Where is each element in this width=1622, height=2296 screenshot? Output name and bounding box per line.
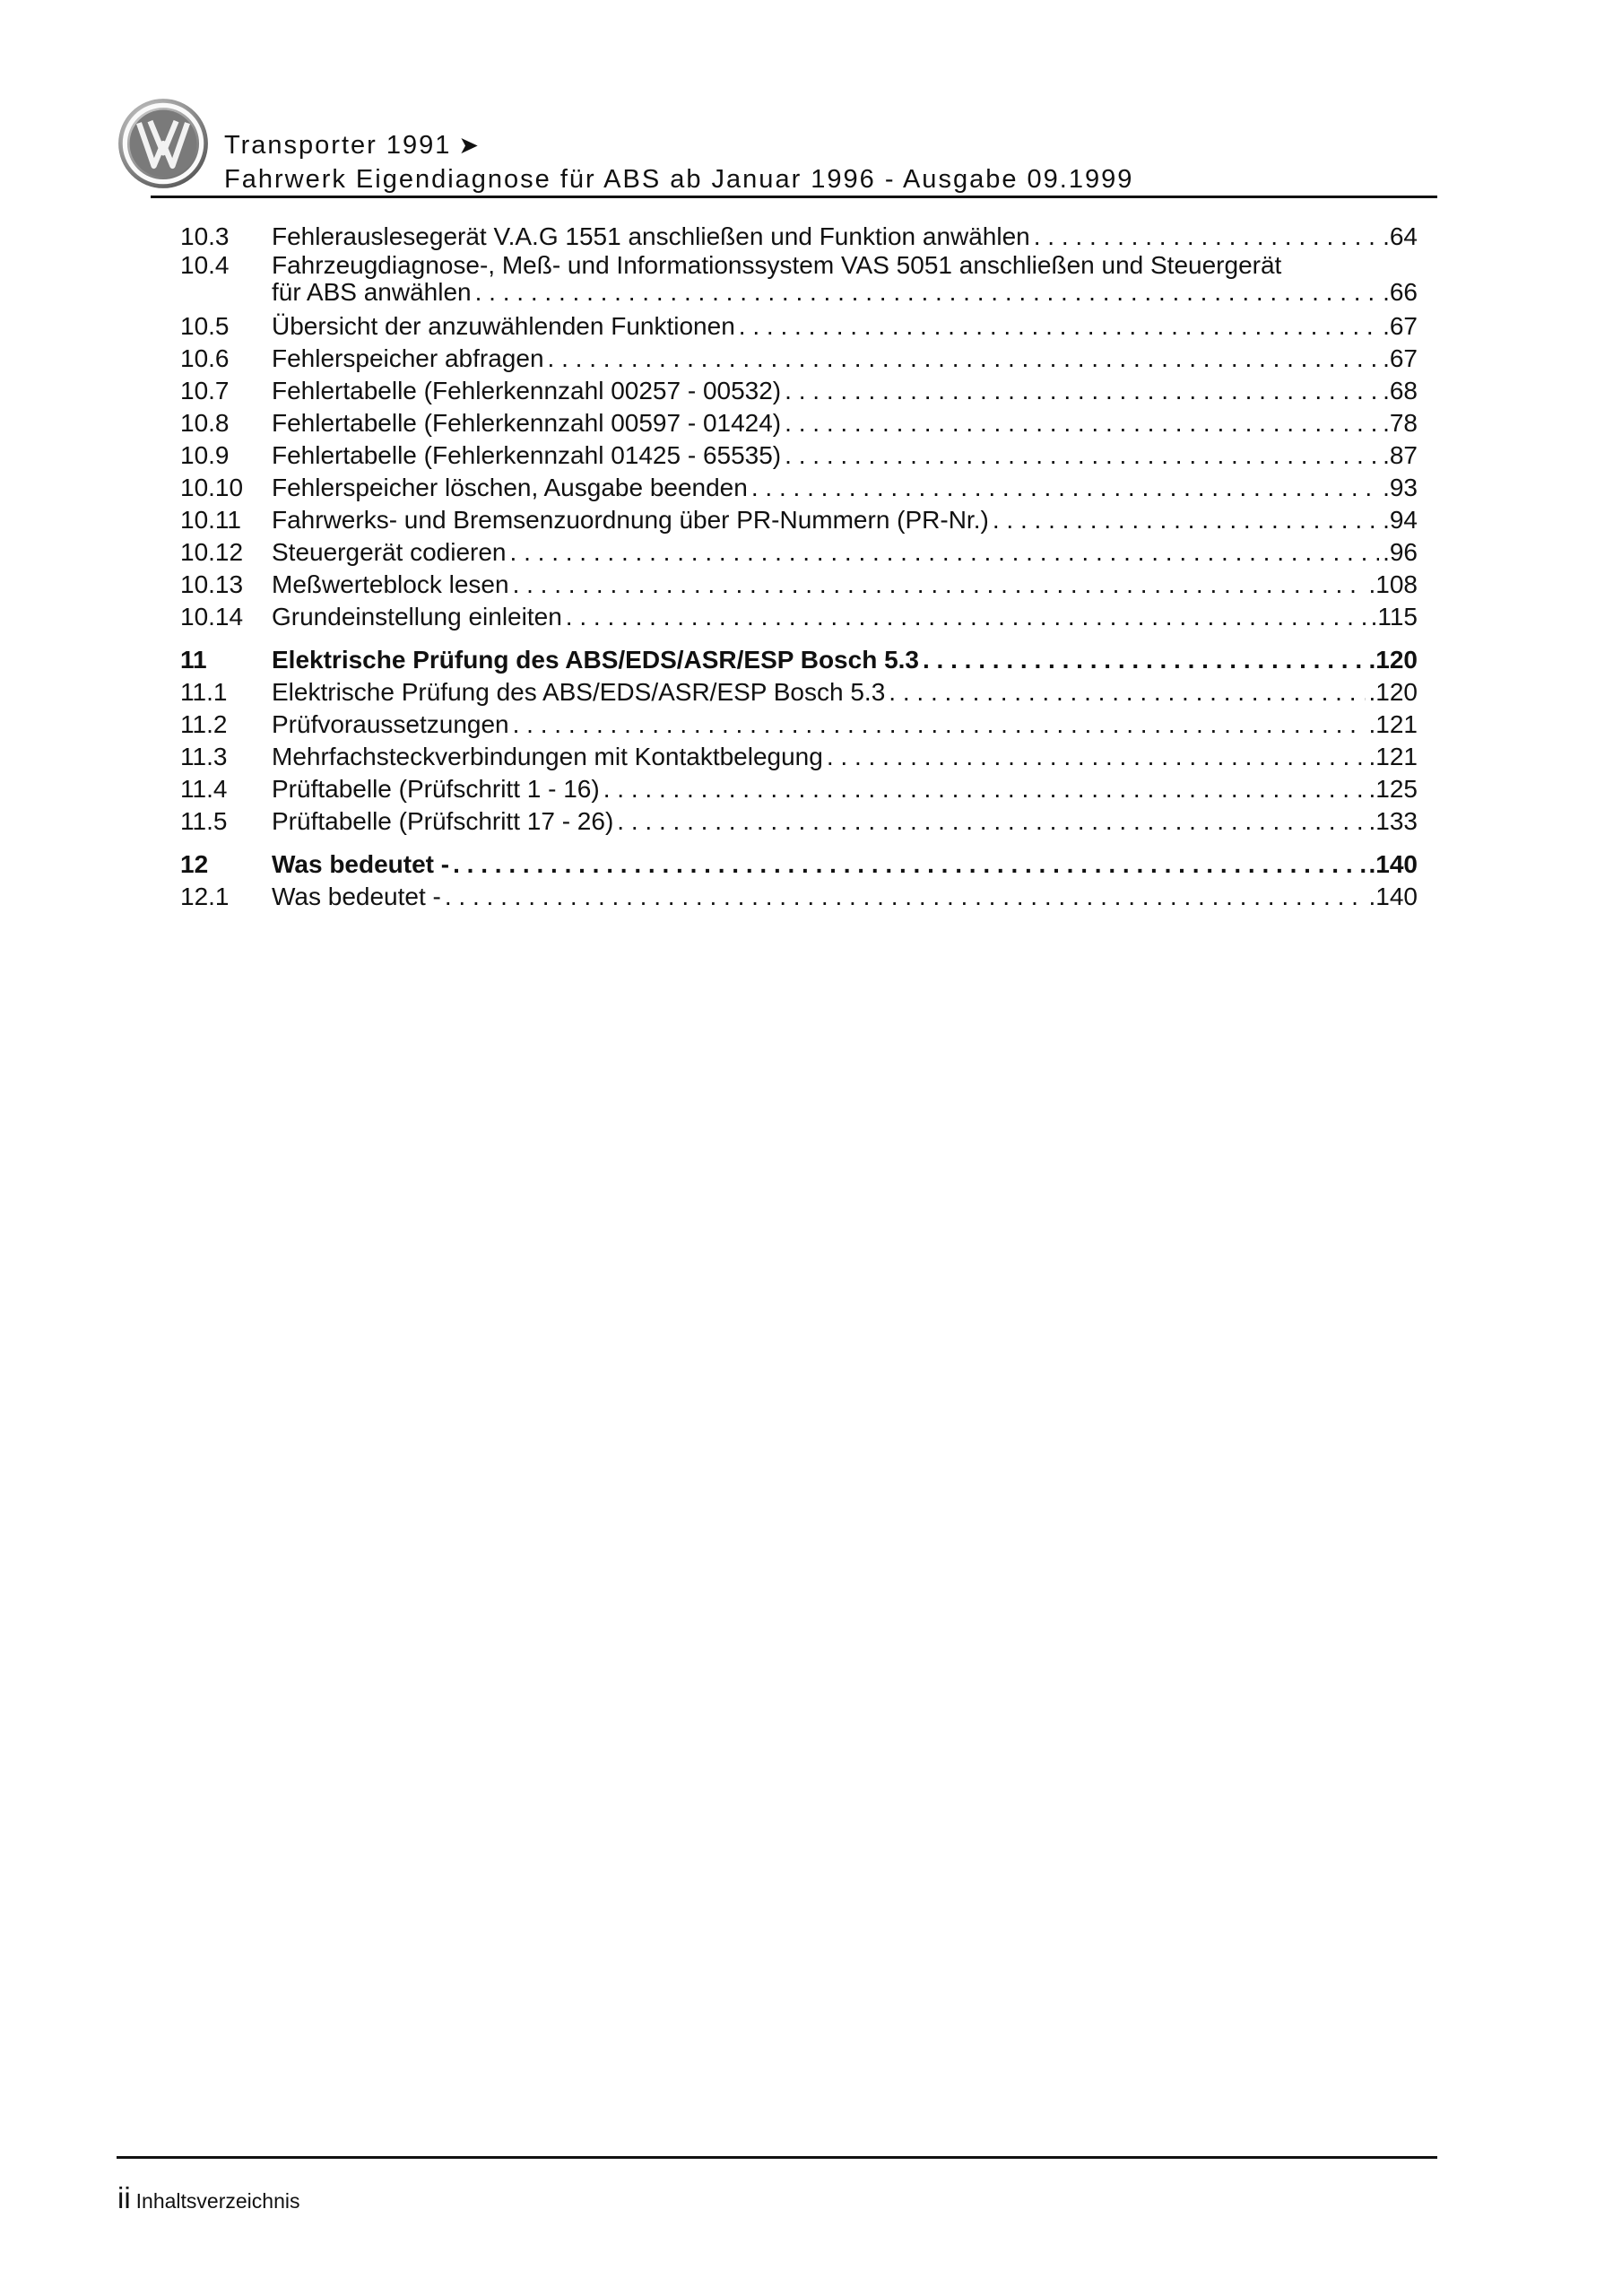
dot-leader	[566, 601, 1367, 633]
toc-entry-10-6[interactable]: 10.6 Fehlerspeicher abfragen . . . .67	[180, 343, 1418, 375]
header-model: Transporter 1991	[224, 131, 452, 160]
dot-leader	[827, 741, 1366, 773]
dot-leader	[548, 343, 1380, 375]
dot-leader	[603, 773, 1366, 805]
dot-leader	[445, 881, 1366, 913]
toc-entry-10-5[interactable]: 10.5 Übersicht der anzuwählenden Funktionen . . . .67	[180, 310, 1418, 343]
dot-leader	[785, 439, 1379, 472]
footer	[117, 2181, 299, 2215]
toc-entry-10-12[interactable]: 10.12 Steuergerät codieren . . . .96	[180, 536, 1418, 569]
toc-entry-12-1[interactable]: 12.1 Was bedeutet - . . . .140	[180, 881, 1418, 913]
toc-entry-10-3[interactable]: 10.3 Fehlerauslesegerät V.A.G 1551 anschließen und Funktion anwählen . . . .64	[180, 221, 1418, 253]
dot-leader	[923, 644, 1366, 676]
table-of-contents	[180, 221, 1418, 913]
dot-leader	[513, 709, 1366, 741]
dot-leader	[475, 280, 1379, 305]
toc-entry-10-7[interactable]: 10.7 Fehlertabelle (Fehlerkennzahl 00257 - 00532) . . . .68	[180, 375, 1418, 407]
dot-leader	[889, 676, 1365, 709]
toc-entry-10-4[interactable]: 10.4 Fahrzeugdiagnose-, Meß- und Informationssystem VAS 5051 anschließen und Steuergerät für ABS anwählen . . . .66	[180, 253, 1418, 310]
toc-entry-10-14[interactable]: 10.14 Grundeinstellung einleiten . . . .115	[180, 601, 1418, 633]
dot-leader	[1034, 221, 1379, 253]
dot-leader	[785, 407, 1379, 439]
header-rule	[151, 196, 1437, 198]
toc-entry-10-9[interactable]: 10.9 Fehlertabelle (Fehlerkennzahl 01425 - 65535) . . . .87	[180, 439, 1418, 472]
dot-leader	[785, 375, 1379, 407]
dot-leader	[617, 805, 1365, 838]
vw-logo	[117, 97, 210, 190]
dot-leader	[739, 310, 1379, 343]
toc-entry-10-8[interactable]: 10.8 Fehlertabelle (Fehlerkennzahl 00597 - 01424) . . . .78	[180, 407, 1418, 439]
toc-entry-11-3[interactable]: 11.3 Mehrfachsteckverbindungen mit Kontaktbelegung . . . .121	[180, 741, 1418, 773]
footer-rule	[117, 2156, 1437, 2159]
toc-chapter-12[interactable]: 12 Was bedeutet - . . . .140	[180, 848, 1418, 881]
toc-entry-10-13[interactable]: 10.13 Meßwerteblock lesen . . . .108	[180, 569, 1418, 601]
toc-entry-10-11[interactable]: 10.11 Fahrwerks- und Bremsenzuordnung über PR-Nummern (PR-Nr.) . . . .94	[180, 504, 1418, 536]
toc-entry-11-2[interactable]: 11.2 Prüfvoraussetzungen . . . .121	[180, 709, 1418, 741]
toc-entry-11-5[interactable]: 11.5 Prüftabelle (Prüfschritt 17 - 26) . . . .133	[180, 805, 1418, 838]
toc-entry-11-4[interactable]: 11.4 Prüftabelle (Prüfschritt 1 - 16) . . . .125	[180, 773, 1418, 805]
toc-entry-10-10[interactable]: 10.10 Fehlerspeicher löschen, Ausgabe beenden . . . .93	[180, 472, 1418, 504]
page-number: ii	[117, 2181, 131, 2214]
header-title	[224, 131, 481, 161]
section-label: Inhaltsverzeichnis	[135, 2189, 300, 2213]
dot-leader	[510, 536, 1380, 569]
toc-entry-11-1[interactable]: 11.1 Elektrische Prüfung des ABS/EDS/ASR/ESP Bosch 5.3 . . . .120	[180, 676, 1418, 709]
dot-leader	[993, 504, 1379, 536]
toc-chapter-11[interactable]: 11 Elektrische Prüfung des ABS/EDS/ASR/ESP Bosch 5.3 . . . .120	[180, 644, 1418, 676]
arrow-right-icon: ➤	[458, 132, 481, 159]
dot-leader	[513, 569, 1366, 601]
dot-leader	[453, 848, 1365, 881]
header-subtitle: Fahrwerk Eigendiagnose für ABS ab Januar 1996 - Ausgabe 09.1999	[224, 165, 1134, 194]
dot-leader	[751, 472, 1379, 504]
